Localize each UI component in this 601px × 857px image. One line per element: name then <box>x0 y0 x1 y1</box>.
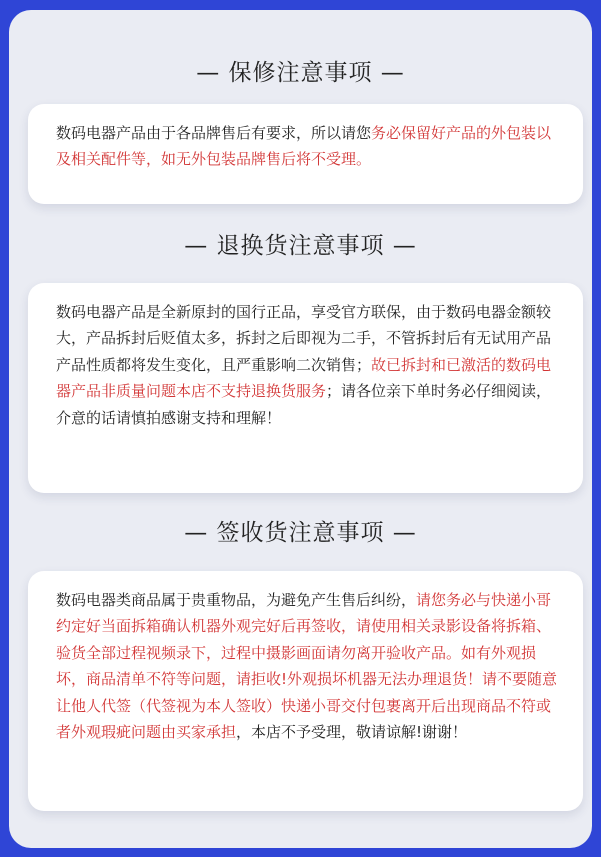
warranty-text-highlight: 务必保留好产品的外包装以及相关配件等，如无外包装品牌售后将不受理。 <box>56 124 552 169</box>
receipt-text-highlight: 请您务必与快递小哥约定好当面拆箱确认机器外观完好后再签收，请使用相关录影设备将拆箱、验货全部过程视频录下，过程中摄影画面请勿离开验收产品。如有外观损坏，商品清单不符等问题，请拒收!外观损坏机器无法办理退货！请不要随意让他人代签（代签视为本人签收）快递小哥交付包裹离开后出现商品不符或者外观瑕疵问题由买家承担 <box>56 591 558 742</box>
receipt-text-1: 数码电器类商品属于贵重物品，为避免产生售后纠纷， <box>56 591 417 609</box>
returns-title: — 退换货注意事项 — <box>184 233 417 259</box>
warranty-card <box>28 104 583 204</box>
warranty-title: — 保修注意事项 — <box>196 60 405 86</box>
returns-text-highlight: 故已拆封和已激活的数码电器产品非质量问题本店不支持退换货服务 <box>56 355 552 401</box>
returns-text-1: 数码电器产品是全新原封的国行正品，享受官方联保，由于数码电器金额较大，产品拆封后贬值太多，拆封之后即视为二手，不管拆封后有无试用产品产品性质都将发生变化，且严重影响二次销售； <box>56 303 552 374</box>
returns-text-2: ；请各位亲下单时务必仔细阅读，介意的话请慎拍感谢支持和理解！ <box>56 382 552 427</box>
warranty-text: 数码电器产品由于各品牌售后有要求，所以请您 <box>56 124 372 142</box>
receipt-card <box>28 571 583 811</box>
receipt-text-2: ，本店不予受理，敬请谅解!谢谢！ <box>236 723 468 742</box>
returns-card <box>28 283 583 493</box>
receipt-title: — 签收货注意事项 — <box>184 520 417 546</box>
